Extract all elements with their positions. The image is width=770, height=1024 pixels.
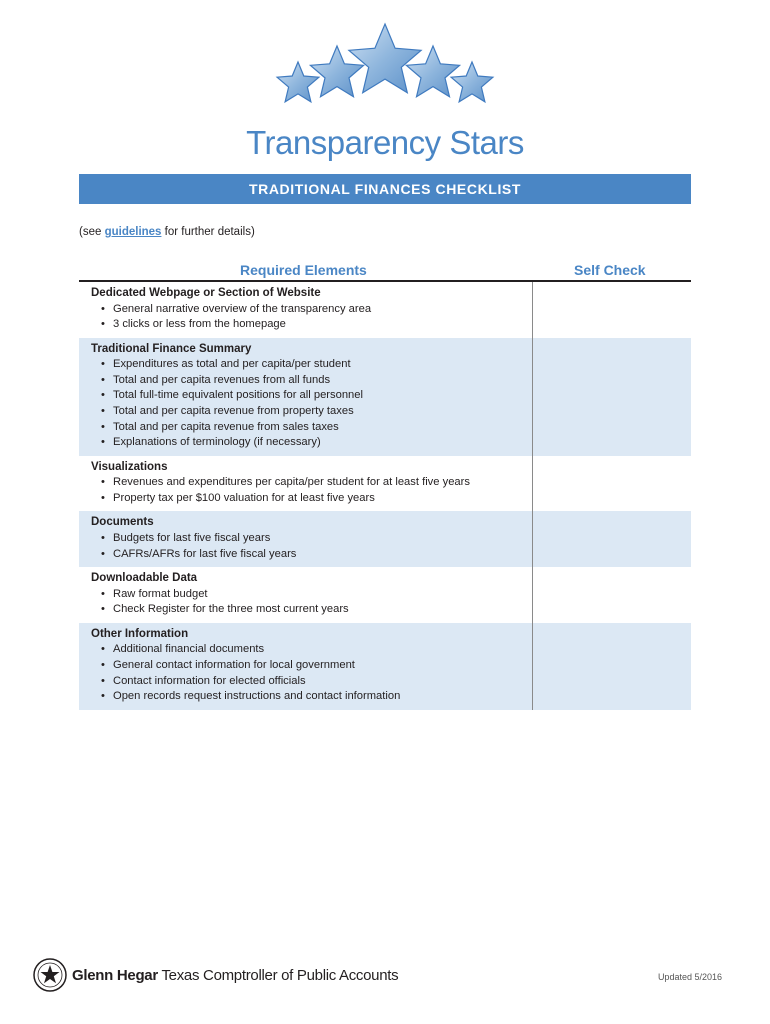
footer-agency — [72, 967, 398, 984]
checklist-item: • Open records request instructions and contact information — [91, 689, 691, 705]
checklist-item: • Revenues and expenditures per capita/per student for at least five years — [91, 475, 691, 491]
checklist-section — [79, 456, 691, 512]
checklist-item: • Total and per capita revenue from property taxes — [91, 404, 691, 420]
checklist-banner: TRADITIONAL FINANCES CHECKLIST — [79, 174, 691, 204]
required-elements-header: Required Elements — [240, 262, 367, 278]
checklist-item: • Total and per capita revenue from sales taxes — [91, 420, 691, 436]
texas-comptroller-seal-icon — [33, 958, 67, 992]
checklist-section — [79, 282, 691, 338]
checklist-item: • CAFRs/AFRs for last five fiscal years — [91, 547, 691, 563]
section-title: Documents — [91, 516, 154, 529]
checklist-item: • Expenditures as total and per capita/per student — [91, 357, 691, 373]
checklist-section — [79, 623, 691, 710]
checklist-item: • General contact information for local government — [91, 658, 691, 674]
guidelines-note — [79, 226, 255, 238]
section-items — [91, 531, 691, 562]
self-check-header: Self Check — [574, 262, 646, 278]
logo-star — [349, 24, 421, 93]
checklist-item: • Explanations of terminology (if necessary) — [91, 435, 691, 451]
checklist-item: • Contact information for elected officials — [91, 674, 691, 690]
note-suffix: for further details) — [161, 226, 255, 238]
note-prefix: (see — [79, 226, 105, 238]
checklist-item: • Total full-time equivalent positions for all personnel — [91, 388, 691, 404]
section-title: Dedicated Webpage or Section of Website — [91, 287, 321, 299]
checklist-item: • Budgets for last five fiscal years — [91, 531, 691, 547]
checklist-section — [79, 338, 691, 456]
checklist-table — [79, 282, 691, 710]
checklist-item: • 3 clicks or less from the homepage — [91, 317, 691, 333]
section-items — [91, 642, 691, 704]
section-items — [91, 587, 691, 618]
checklist-item: • Check Register for the three most current years — [91, 602, 691, 618]
updated-date: Updated 5/2016 — [657, 972, 722, 982]
guidelines-link[interactable]: guidelines — [104, 226, 162, 238]
section-title: Downloadable Data — [91, 572, 198, 585]
checklist-item: • Property tax per $100 valuation for at least five years — [91, 491, 691, 507]
checklist-item: • Total and per capita revenues from all funds — [91, 373, 691, 389]
section-title: Other Information — [91, 627, 189, 640]
section-items — [91, 302, 691, 333]
section-items — [91, 357, 691, 451]
five-stars-logo-icon — [270, 22, 500, 122]
checklist-section — [79, 511, 691, 567]
checklist-item: • Raw format budget — [91, 587, 691, 603]
checklist-item: • General narrative overview of the transparency area — [91, 302, 691, 318]
page-title: Transparency Stars — [246, 124, 524, 161]
footer-agency-name: Texas Comptroller of Public Accounts — [157, 967, 399, 984]
section-title: Traditional Finance Summary — [91, 342, 252, 355]
footer-comptroller-name: Glenn Hegar — [72, 967, 158, 984]
checklist-item: • Additional financial documents — [91, 642, 691, 658]
section-items — [91, 475, 691, 506]
section-title: Visualizations — [91, 460, 168, 473]
checklist-section — [79, 567, 691, 623]
